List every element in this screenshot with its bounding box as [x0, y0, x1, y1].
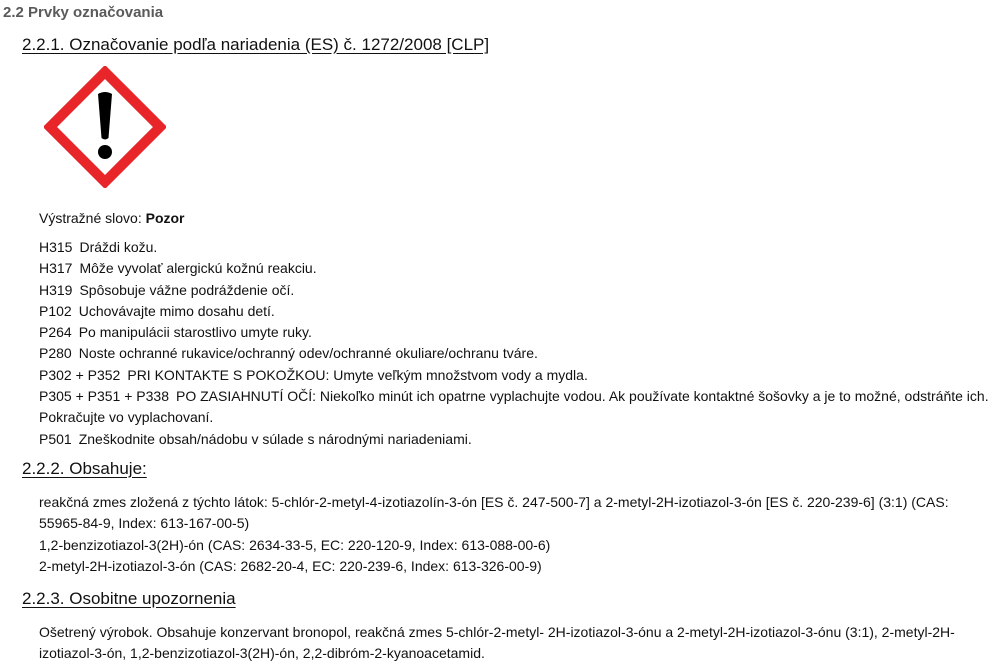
subsection-223-title: 2.2.3. Osobitne upozornenia — [22, 589, 236, 608]
phrase-code: P305 + P351 + P338 — [39, 388, 169, 405]
special-warning-text: Ošetrený výrobok. Obsahuje konzervant bronopol, reakčná zmes 5-chlór-2-metyl- 2H-izotiazol-3-ónu a 2-metyl-2H-izotiazol-3-ónu (3:1), 2-metyl-2H-izotiazol-3-ón, 1,2-benzizotiazol-3(2H)-ón, 2,2-dibróm-2-kyanoacetamid. — [39, 624, 955, 662]
phrase-code: P102 — [39, 302, 72, 319]
signal-word: Pozor — [145, 210, 185, 226]
phrase-item — [39, 365, 994, 386]
phrase-code: P302 + P352 — [39, 366, 121, 383]
phrase-code: P501 — [39, 430, 72, 447]
phrase-text: Spôsobuje vážne podráždenie očí. — [79, 281, 295, 298]
phrase-item — [39, 280, 994, 301]
contains-list — [39, 492, 989, 577]
hazard-precautionary-list — [39, 237, 994, 450]
section-title: 2.2 Prvky označovania — [3, 4, 164, 21]
phrase-text: Dráždi kožu. — [79, 239, 158, 255]
phrase-item — [39, 322, 994, 343]
phrase-text: Môže vyvolať alergickú kožnú reakciu. — [79, 260, 317, 277]
phrase-code: P264 — [39, 324, 72, 341]
subsection-221-title: 2.2.1. Označovanie podľa nariadenia (ES) č. 1272/2008 [CLP] — [22, 35, 490, 54]
ghs-exclamation-mark-icon — [44, 66, 166, 188]
phrase-code: H319 — [39, 281, 73, 298]
contains-item: 1,2-benzizotiazol-3(2H)-ón (CAS: 2634-33-5, EC: 220-120-9, Index: 613-088-00-6) — [39, 536, 551, 553]
phrase-code: H315 — [39, 239, 73, 255]
phrase-code: P280 — [39, 345, 72, 362]
signal-word-line — [39, 210, 185, 226]
contains-item: reakčná zmes zložená z týchto látok: 5-chlór-2-metyl-4-izotiazolín-3-ón [ES č. 247-500-7] a 2-metyl-2H-izotiazol-3-ón [ES č. 220-239-6] (3:1) (CAS: 55965-84-9, Index: 613-167-00-5) — [39, 494, 949, 532]
phrase-code: H317 — [39, 260, 73, 277]
subsection-222-title: 2.2.2. Obsahuje: — [22, 459, 147, 478]
signal-word-label: Výstražné slovo: — [39, 210, 142, 226]
phrase-item — [39, 301, 994, 322]
contains-item: 2-metyl-2H-izotiazol-3-ón (CAS: 2682-20-4, EC: 220-239-6, Index: 613-326-00-9) — [39, 557, 542, 574]
phrase-item — [39, 237, 994, 258]
phrase-text: Noste ochranné rukavice/ochranný odev/ochranné okuliare/ochranu tváre. — [78, 345, 538, 362]
phrase-text: PO ZASIAHNUTÍ OČÍ: Niekoľko minút ich opatrne vyplachujte vodou. Ak používate kontaktné šošovky a je to možné, odstráňte ich. Pokračujte vo vyplachovaní. — [39, 388, 989, 426]
phrase-item — [39, 386, 994, 429]
phrase-item — [39, 429, 994, 450]
phrase-text: PRI KONTAKTE S POKOŽKOU: Umyte veľkým množstvom vody a mydla. — [127, 366, 588, 383]
phrase-text: Zneškodnite obsah/nádobu v súlade s národnými nariadeniami. — [78, 430, 472, 447]
phrase-text: Po manipulácii starostlivo umyte ruky. — [78, 324, 312, 341]
phrase-item — [39, 343, 994, 364]
phrase-item — [39, 258, 994, 279]
phrase-text: Uchovávajte mimo dosahu detí. — [78, 302, 275, 319]
